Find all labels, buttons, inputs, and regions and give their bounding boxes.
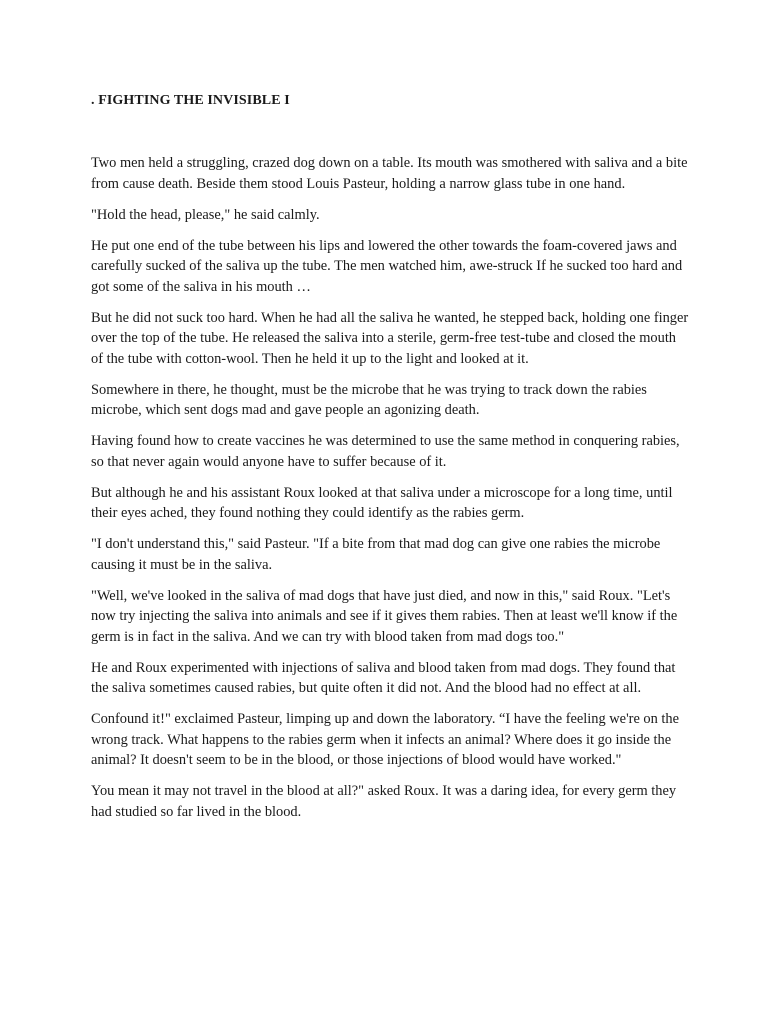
paragraph: He and Roux experimented with injections of saliva and blood taken from mad dogs. They found that the saliva sometimes caused rabies, but quite often it did not. And the blood had no effect at all.: [91, 659, 676, 696]
paragraph: Confound it!" exclaimed Pasteur, limping up and down the laboratory. “I have the feeling we're on the wrong track. What happens to the rabies germ when it infects an animal? Where does it go inside the animal? It doesn't seem to be in the blood, or those injections of blood would have worked.": [91, 711, 680, 768]
paragraph: "I don't understand this," said Pasteur. "If a bite from that mad dog can give one rabies the microbe causing it must be in the saliva.: [91, 536, 661, 573]
body-text: [91, 153, 691, 833]
paragraph: He put one end of the tube between his lips and lowered the other towards the foam-covered jaws and carefully sucked of the saliva up the tube. The men watched him, awe-struck If he sucked too hard and got some of the saliva in his mouth …: [91, 237, 683, 295]
paragraph: Two men held a struggling, crazed dog down on a table. Its mouth was smothered with saliva and a bite from cause death. Beside them stood Louis Pasteur, holding a narrow glass tube in one hand.: [91, 155, 688, 192]
paragraph: "Hold the head, please," he said calmly.: [91, 206, 320, 223]
chapter-heading: . FIGHTING THE INVISIBLE I: [91, 93, 290, 108]
paragraph: Somewhere in there, he thought, must be the microbe that he was trying to track down the rabies microbe, which sent dogs mad and gave people an agonizing death.: [91, 381, 647, 418]
paragraph: But although he and his assistant Roux looked at that saliva under a microscope for a long time, until their eyes ached, they found nothing they could identify as the rabies germ.: [91, 484, 673, 521]
paragraph: But he did not suck too hard. When he had all the saliva he wanted, he stepped back, holding one finger over the top of the tube. He released the saliva into a sterile, germ-free test-tube and closed the mouth of the tube with cotton-wool. Then he held it up to the light and looked at it.: [91, 309, 689, 367]
paragraph: You mean it may not travel in the blood at all?" asked Roux. It was a daring idea, for every germ they had studied so far lived in the blood.: [91, 783, 677, 820]
paragraph: "Well, we've looked in the saliva of mad dogs that have just died, and now in this," said Roux. "Let's now try injecting the saliva into animals and see if it gives them rabies. Then at least we'll know if the germ is in fact in the saliva. And we can try with blood taken from mad dogs too.": [91, 587, 678, 645]
paragraph: Having found how to create vaccines he was determined to use the same method in conquering rabies, so that never again would anyone have to suffer because of it.: [91, 433, 680, 470]
